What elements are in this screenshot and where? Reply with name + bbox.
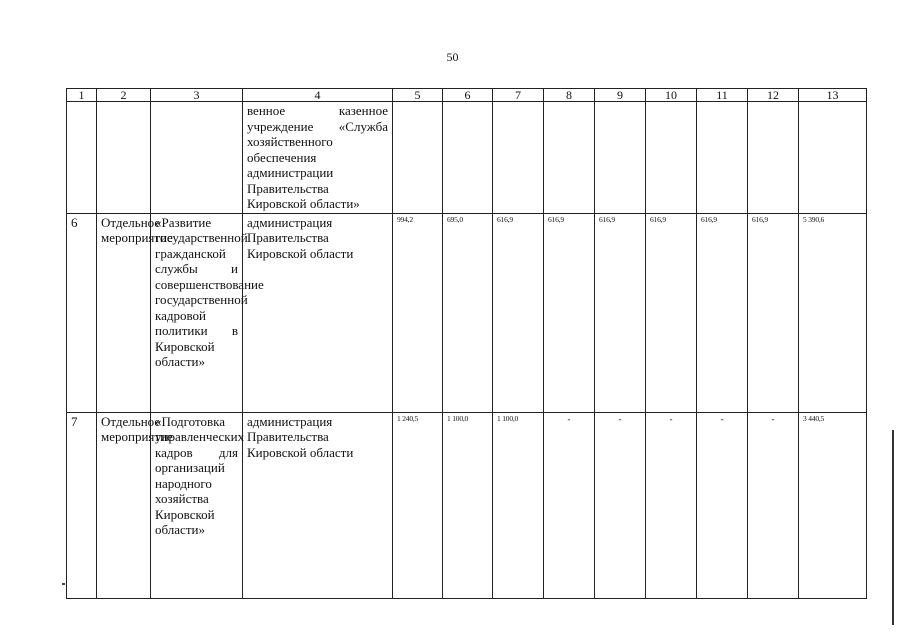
measure-type: Отдельное мероприятие — [97, 412, 151, 598]
value-cell: 695,0 — [443, 213, 493, 412]
table-row — [67, 412, 867, 598]
header-row — [67, 89, 867, 102]
value-cell: 616,9 — [544, 213, 595, 412]
value-cell — [493, 102, 544, 214]
value-cell: - — [646, 412, 697, 598]
value-cell — [697, 102, 748, 214]
value-cell: 616,9 — [595, 213, 646, 412]
value-cell: 994,2 — [393, 213, 443, 412]
value-cell: 1 100,0 — [493, 412, 544, 598]
value-cell: - — [544, 412, 595, 598]
page-number: 50 — [446, 50, 459, 64]
value-cell — [646, 102, 697, 214]
value-cell — [799, 102, 867, 214]
executor: венное казенное учреждение «Служба хозяйственного обеспечения администрации Правительства Кировской области» — [243, 102, 393, 214]
measure-name: «Развитие государственной гражданской службы и совершенствование государственной кадровой политики в Кировской области» — [151, 213, 243, 412]
measure-name: «Подготовка управленческих кадров для организаций народного хозяйства Кировской области» — [151, 412, 243, 598]
value-cell: 5 390,6 — [799, 213, 867, 412]
col-header: 3 — [151, 89, 243, 102]
executor: администрация Правительства Кировской области — [243, 412, 393, 598]
table-row — [67, 102, 867, 214]
scan-edge-mark — [892, 430, 894, 625]
value-cell — [544, 102, 595, 214]
value-cell — [393, 102, 443, 214]
value-cell: 616,9 — [646, 213, 697, 412]
scan-speck — [62, 583, 65, 585]
value-cell: 616,9 — [697, 213, 748, 412]
col-header: 6 — [443, 89, 493, 102]
col-header: 13 — [799, 89, 867, 102]
value-cell: 616,9 — [748, 213, 799, 412]
value-cell: 616,9 — [493, 213, 544, 412]
value-cell — [595, 102, 646, 214]
table-row — [67, 213, 867, 412]
value-cell — [748, 102, 799, 214]
measure-type: Отдельное мероприятие — [97, 213, 151, 412]
col-header: 7 — [493, 89, 544, 102]
value-cell: 1 100,0 — [443, 412, 493, 598]
col-header: 1 — [67, 89, 97, 102]
value-cell: - — [748, 412, 799, 598]
executor: администрация Правительства Кировской области — [243, 213, 393, 412]
measure-type — [97, 102, 151, 214]
value-cell: - — [595, 412, 646, 598]
value-cell: 3 440,5 — [799, 412, 867, 598]
value-cell — [443, 102, 493, 214]
value-cell: 1 240,5 — [393, 412, 443, 598]
col-header: 9 — [595, 89, 646, 102]
row-number: 7 — [67, 412, 97, 598]
row-number: 6 — [67, 213, 97, 412]
col-header: 2 — [97, 89, 151, 102]
col-header: 12 — [748, 89, 799, 102]
col-header: 11 — [697, 89, 748, 102]
program-table — [66, 88, 867, 599]
row-number — [67, 102, 97, 214]
col-header: 5 — [393, 89, 443, 102]
col-header: 8 — [544, 89, 595, 102]
col-header: 4 — [243, 89, 393, 102]
measure-name — [151, 102, 243, 214]
value-cell: - — [697, 412, 748, 598]
col-header: 10 — [646, 89, 697, 102]
